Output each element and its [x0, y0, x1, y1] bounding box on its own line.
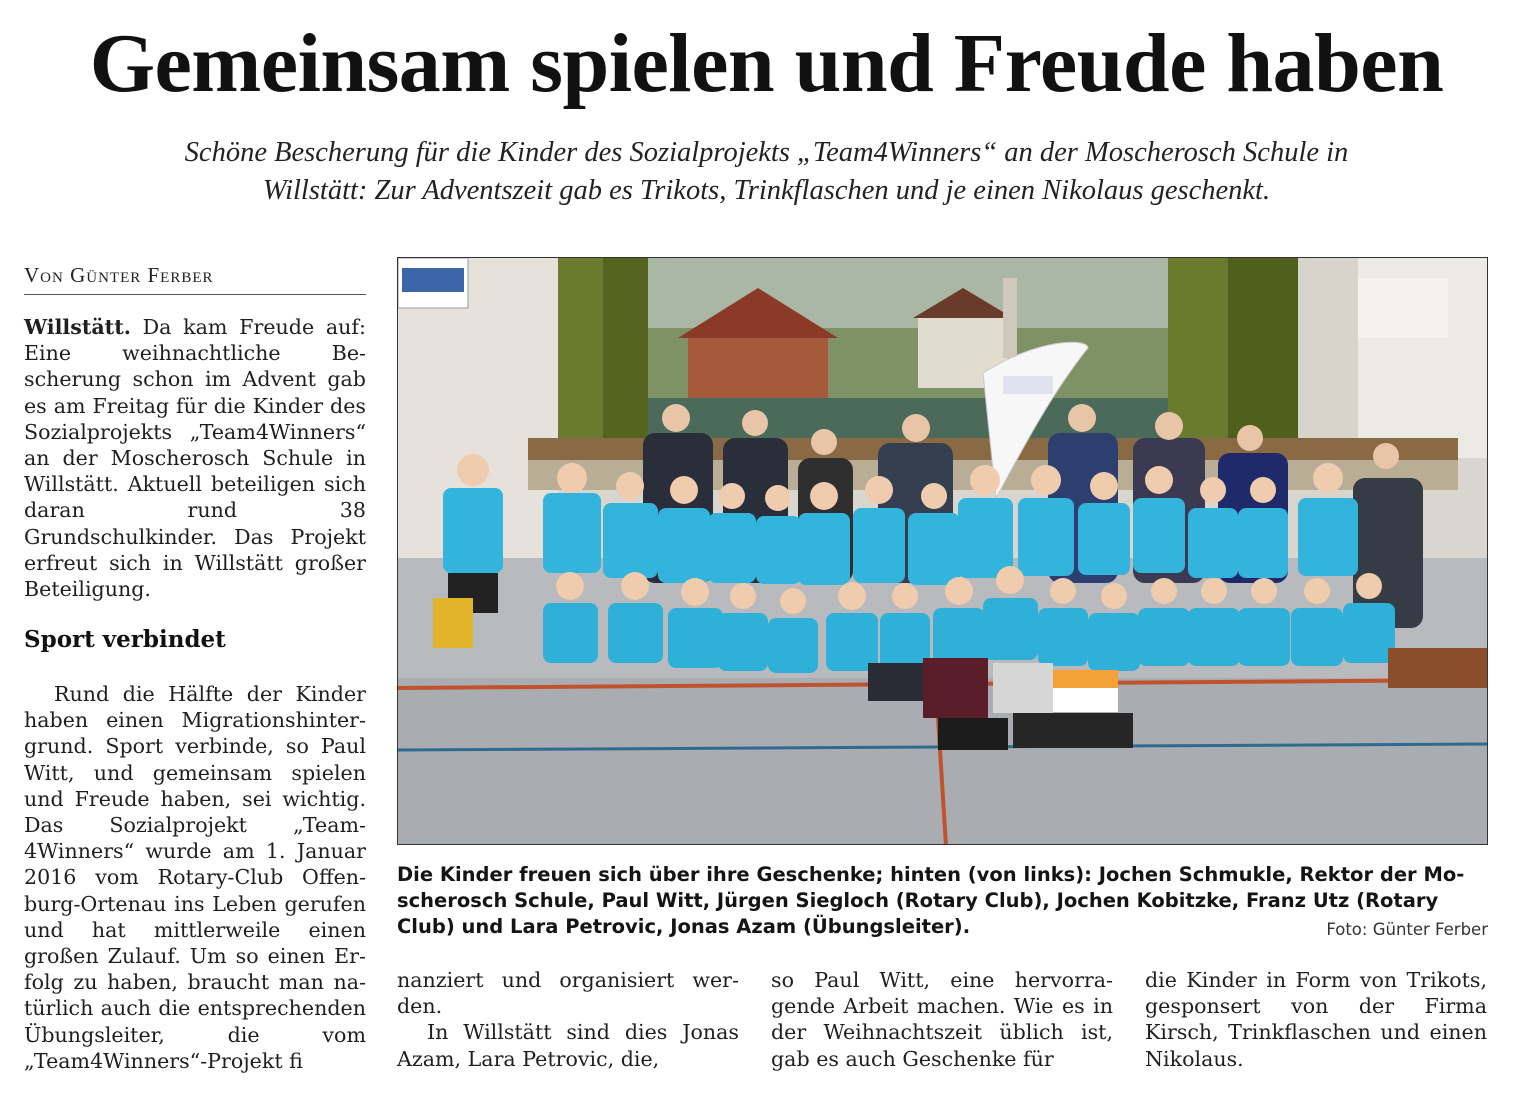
article-column-3 [771, 967, 1113, 1072]
subheadline [0, 134, 1533, 210]
byline: Von Günter Ferber [24, 263, 366, 295]
dateline-place: Willstätt. [24, 315, 131, 339]
article-column-4 [1145, 967, 1487, 1072]
photo-credit: Foto: Günter Ferber [1326, 920, 1488, 939]
article-column-2 [397, 967, 739, 1072]
paragraph-financed: nanziert und organisiert werden. [397, 968, 739, 1019]
photo-caption [397, 862, 1488, 940]
article-column-1-continued [24, 681, 366, 1074]
group-photo-illustration [398, 258, 1488, 845]
paragraph-sponsors: die Kinder in Form von Trikots, gesponsert von der Firma Kirsch, Trinkflaschen und einen Nikolaus. [1145, 968, 1487, 1071]
subheadline-line-1: Schöne Bescherung für die Kinder des Sozialprojekts „Team4Winners“ an der Moscherosch Schule in [184, 137, 1349, 168]
paragraph-gifts: so Paul Witt, eine hervorragende Arbeit machen. Wie es in der Weihnachtszeit üblich ist, gab es auch Geschenke für [771, 968, 1113, 1071]
photo-caption-line-2: scherosch Schule, Paul Witt, Jürgen Siegloch (Rotary Club), Jochen Kobitzke, Franz Utz (Rotary [397, 889, 1439, 912]
subheadline-line-2: Willstätt: Zur Adventszeit gab es Trikots, Trinkflaschen und je einen Nikolaus geschenkt. [262, 175, 1271, 206]
lead-paragraph [24, 314, 366, 602]
group-photo [397, 257, 1488, 845]
photo-caption-line-3: Club) und Lara Petrovic, Jonas Azam (Übungsleiter). [397, 915, 971, 938]
paragraph-migration: Rund die Hälfte der Kinder haben einen Migrationshintergrund. Sport verbinde, so Paul Witt, und gemeinsam spielen und Freude haben, sei wichtig. Das Sozialprojekt „Team4Winners“ wurde am 1. Januar 2016 vom Rotary-Club Offenburg-Ortenau ins Leben gerufen und hat mittlerweile einen großen Zulauf. Um so einen Erfolg zu haben, braucht man natürlich auch die entsprechenden Übungsleiter, die vom „Team4Winners“-Projekt fi [24, 682, 366, 1073]
article-column-1-lead [24, 314, 366, 602]
section-subhead: Sport verbindet [24, 626, 226, 653]
headline: Gemeinsam spielen und Freude haben [89, 17, 1444, 110]
photo-caption-line-1: Die Kinder freuen sich über ihre Geschenke; hinten (von links): Jochen Schmukle, Rektor der Mo- [397, 863, 1465, 886]
lead-paragraph-text: Da kam Freude auf: Eine weihnachtliche Bescherung schon im Advent gab es am Freitag für die Kinder des Sozialprojekts „Team4Winners“ an der Moscherosch Schule in Willstätt. Aktuell beteiligen sich daran rund 38 Grundschulkinder. Das Projekt erfreut sich in Willstätt großer Beteiligung. [24, 315, 366, 602]
paragraph-trainers: In Willstätt sind dies Jonas Azam, Lara Petrovic, die, [397, 1020, 739, 1071]
